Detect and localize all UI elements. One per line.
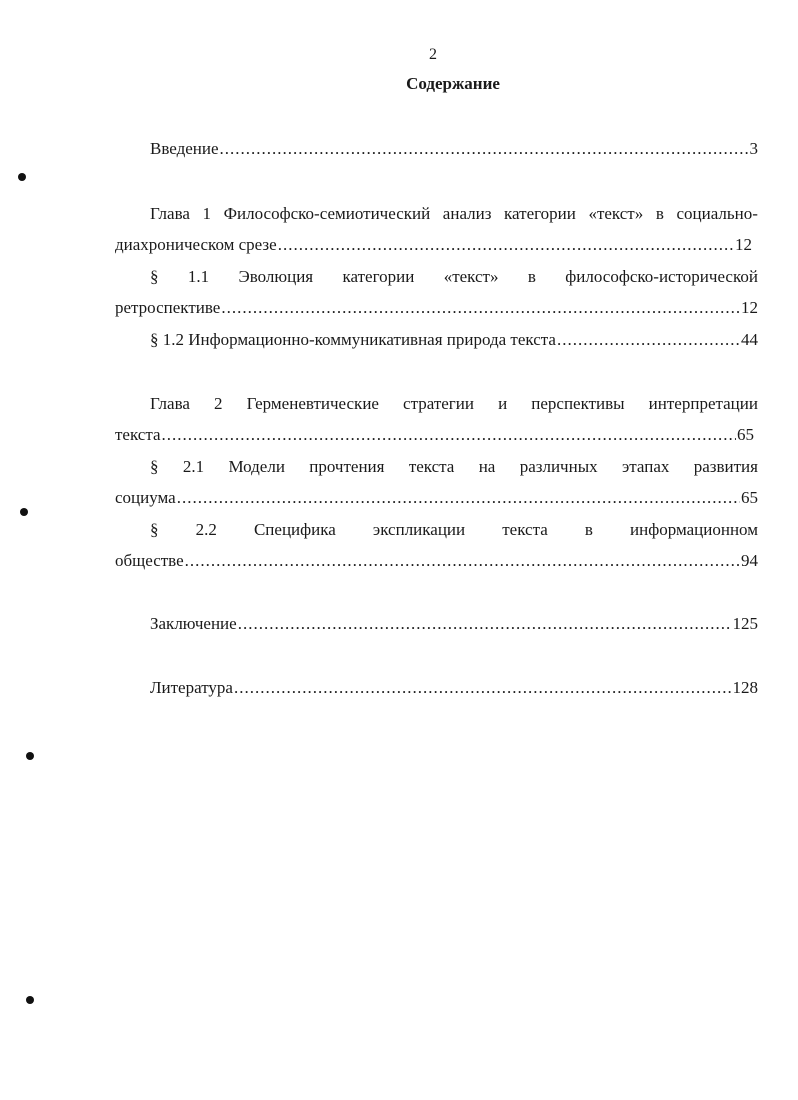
toc-word: Модели	[228, 457, 285, 476]
toc-word: Эволюция	[238, 267, 314, 286]
toc-word: и	[498, 394, 508, 413]
toc-word: категории	[504, 204, 576, 223]
toc-word: §	[150, 520, 159, 539]
dot-leader	[162, 423, 736, 447]
punch-hole-mark	[26, 996, 34, 1004]
toc-entry-label: ретроспективе	[115, 298, 221, 317]
toc-entry-chapter-2[interactable]	[150, 392, 758, 416]
toc-page-number: 94	[741, 551, 758, 570]
toc-word: на	[478, 457, 496, 476]
toc-entry-intro[interactable]	[150, 137, 758, 161]
toc-entry-label: § 1.2 Информационно-коммуникативная природа текста	[150, 330, 556, 349]
toc-word: 1.1	[187, 267, 210, 286]
toc-word: «текст»	[588, 204, 644, 223]
toc-word: текста	[502, 520, 548, 539]
toc-entry-section-1-1-cont[interactable]	[115, 296, 758, 320]
toc-word: информационном	[630, 520, 758, 539]
toc-word: интерпретации	[648, 394, 758, 413]
toc-word: 2.1	[182, 457, 205, 476]
dot-leader	[177, 486, 740, 510]
toc-word: текста	[408, 457, 455, 476]
toc-word: различных	[519, 457, 598, 476]
toc-word: 2.2	[195, 520, 217, 539]
toc-entry-label: Заключение	[150, 614, 237, 633]
toc-entry-section-2-2-cont[interactable]	[115, 549, 758, 573]
toc-word: Философско-семиотический	[223, 204, 431, 223]
toc-word: этапах	[621, 457, 670, 476]
toc-word: перспективы	[531, 394, 625, 413]
toc-word: §	[150, 457, 159, 476]
punch-hole-mark	[26, 752, 34, 760]
dot-leader	[234, 676, 732, 700]
toc-entry-label: обществе	[115, 551, 184, 570]
punch-hole-mark	[18, 173, 26, 181]
toc-entry-chapter-1[interactable]	[150, 202, 758, 226]
toc-word: Специфика	[253, 520, 336, 539]
toc-word: философско-исторической	[565, 267, 758, 286]
page-number: 2	[429, 46, 437, 63]
toc-word: §	[150, 267, 159, 286]
toc-page-number: 125	[732, 614, 758, 633]
toc-page-number: 65	[737, 425, 754, 444]
toc-entry-label: социума	[115, 488, 176, 507]
toc-word: в	[584, 520, 593, 539]
toc-entry-chapter-2-cont[interactable]	[115, 423, 754, 447]
dot-leader	[221, 296, 740, 320]
toc-word: 1	[202, 204, 212, 223]
punch-hole-mark	[20, 508, 28, 516]
toc-entry-section-1-2[interactable]	[150, 328, 758, 352]
toc-word: Глава	[150, 394, 190, 413]
toc-entry-label: текста	[115, 425, 161, 444]
toc-word: стратегии	[403, 394, 474, 413]
toc-word: экспликации	[372, 520, 466, 539]
toc-page-number: 12	[741, 298, 758, 317]
page-title: Содержание	[406, 74, 500, 93]
toc-page-number: 12	[735, 235, 752, 254]
dot-leader	[185, 549, 740, 573]
toc-word: в	[655, 204, 664, 223]
toc-entry-label: Введение	[150, 139, 219, 158]
dot-leader	[220, 137, 749, 161]
toc-entry-literature[interactable]	[150, 676, 758, 700]
toc-entry-section-2-2[interactable]	[150, 518, 758, 542]
toc-word: развития	[693, 457, 758, 476]
toc-word: социально-	[676, 204, 758, 223]
toc-word: «текст»	[443, 267, 499, 286]
dot-leader	[238, 612, 732, 636]
toc-word: категории	[342, 267, 415, 286]
toc-page-number: 3	[749, 139, 758, 158]
toc-entry-section-1-1[interactable]	[150, 265, 758, 289]
toc-entry-chapter-1-cont[interactable]	[115, 233, 752, 257]
toc-entry-conclusion[interactable]	[150, 612, 758, 636]
toc-word: Глава	[150, 204, 190, 223]
toc-word: прочтения	[309, 457, 385, 476]
toc-word: 2	[214, 394, 223, 413]
toc-page-number: 128	[732, 678, 758, 697]
dot-leader	[278, 233, 734, 257]
toc-entry-label: диахроническом срезе	[115, 235, 277, 254]
toc-word: Герменевтические	[246, 394, 379, 413]
dot-leader	[557, 328, 740, 352]
toc-page-number: 65	[741, 488, 758, 507]
toc-entry-label: Литература	[150, 678, 233, 697]
toc-word: анализ	[442, 204, 492, 223]
toc-word: в	[527, 267, 536, 286]
toc-entry-section-2-1[interactable]	[150, 455, 758, 479]
toc-entry-section-2-1-cont[interactable]	[115, 486, 758, 510]
toc-page-number: 44	[741, 330, 758, 349]
